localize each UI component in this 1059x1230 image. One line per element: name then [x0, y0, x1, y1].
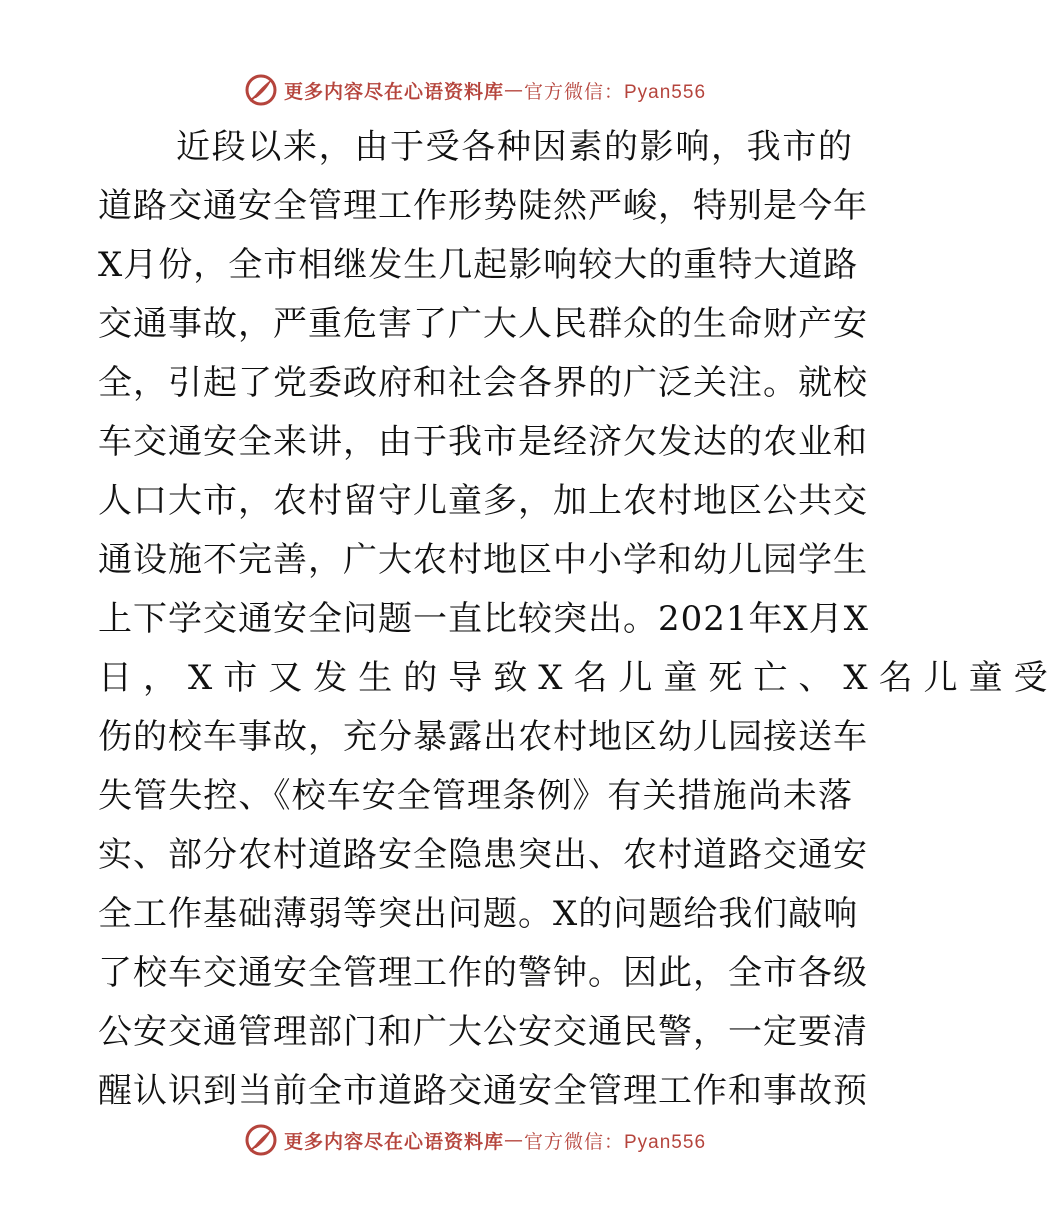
text-line: 交通事故，严重危害了广大人民群众的生命财产安 — [98, 304, 868, 344]
banner-wechat-text: 官方微信：Pyan556 — [524, 1131, 707, 1153]
text-line: 伤的校车事故，充分暴露出农村地区幼儿园接送车 — [98, 717, 868, 757]
text-line: 道路交通安全管理工作形势陡然严峻，特别是今年 — [98, 186, 868, 226]
banner-dash: — — [504, 1129, 524, 1151]
feather-seal-icon — [244, 73, 278, 107]
text-line: 日，X市又发生的导致X名儿童死亡、X名儿童受 — [98, 658, 1059, 698]
text-line: 了校车交通安全管理工作的警钟。因此，全市各级 — [98, 953, 868, 993]
text-line: 上下学交通安全问题一直比较突出。2021年X月X — [98, 599, 869, 639]
header-banner — [0, 70, 950, 110]
text-line: 醒认识到当前全市道路交通安全管理工作和事故预 — [98, 1071, 868, 1111]
text-line: 通设施不完善，广大农村地区中小学和幼儿园学生 — [98, 540, 868, 580]
footer-banner — [0, 1120, 950, 1160]
banner-main-text: 更多内容尽在心语资料库 — [283, 80, 504, 103]
text-line: 近段以来，由于受各种因素的影响，我市的 — [176, 127, 853, 167]
text-line: 公安交通管理部门和广大公安交通民警，一定要清 — [98, 1012, 868, 1052]
banner-wechat-text: 官方微信：Pyan556 — [524, 81, 707, 103]
text-line: 车交通安全来讲，由于我市是经济欠发达的农业和 — [98, 422, 868, 462]
banner-dash: — — [504, 79, 524, 101]
banner-main-text: 更多内容尽在心语资料库 — [283, 1130, 504, 1153]
text-line: 实、部分农村道路安全隐患突出、农村道路交通安 — [98, 835, 868, 875]
document-body — [98, 118, 1059, 1121]
text-line: 全，引起了党委政府和社会各界的广泛关注。就校 — [98, 363, 868, 403]
text-line: 失管失控、《校车安全管理条例》有关措施尚未落 — [98, 776, 853, 816]
feather-seal-icon — [244, 1123, 278, 1157]
text-line: X月份，全市相继发生几起影响较大的重特大道路 — [98, 245, 859, 285]
text-line: 全工作基础薄弱等突出问题。X的问题给我们敲响 — [98, 894, 859, 934]
text-line: 人口大市，农村留守儿童多，加上农村地区公共交 — [98, 481, 868, 521]
